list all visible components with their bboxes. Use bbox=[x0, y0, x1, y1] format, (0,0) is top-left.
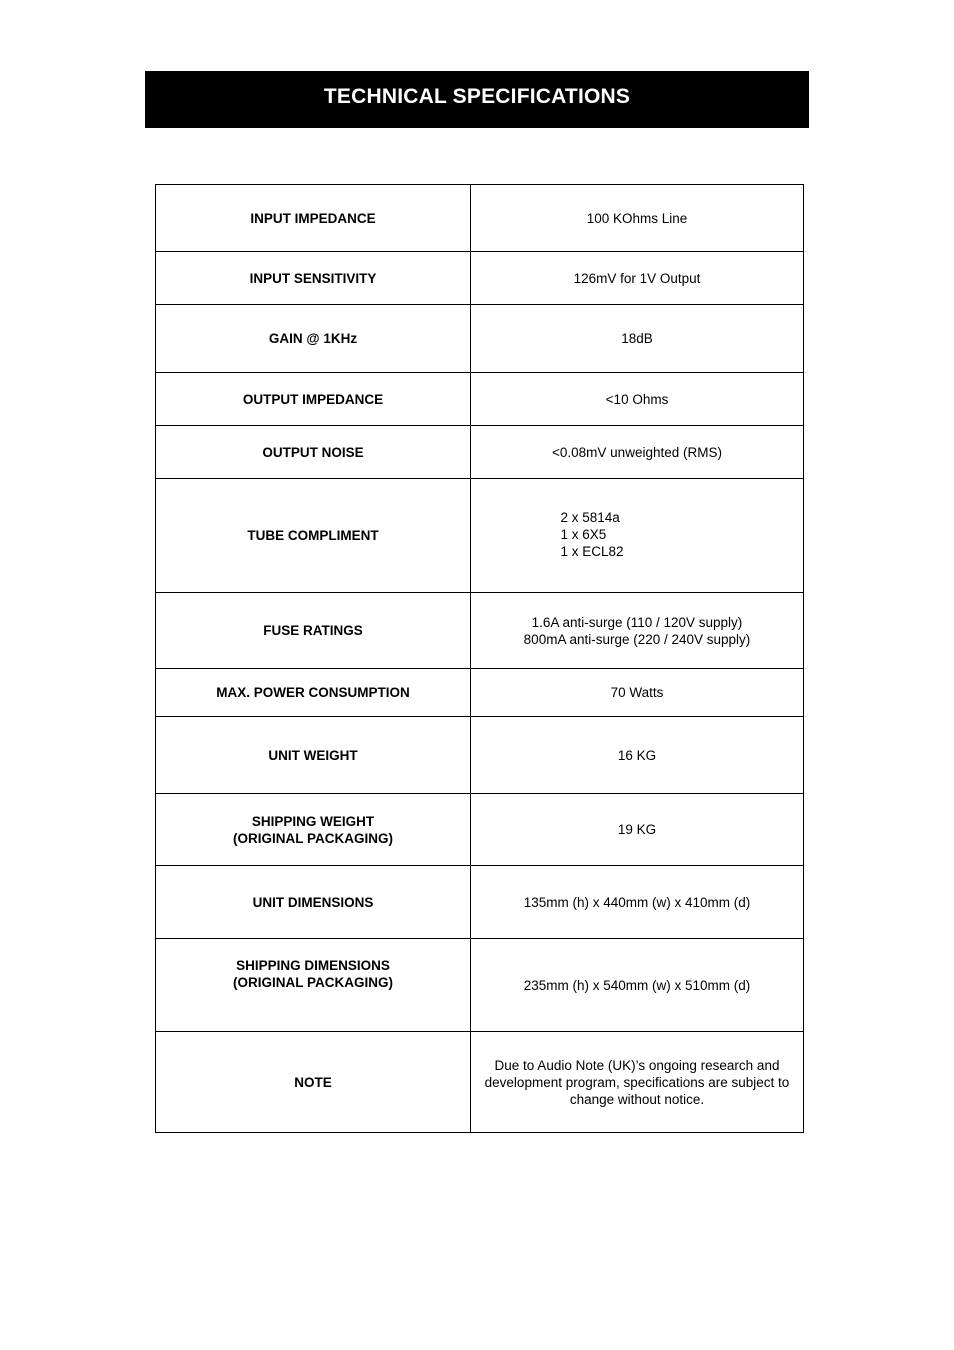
spec-label: TUBE COMPLIMENT bbox=[156, 479, 471, 593]
spec-label: FUSE RATINGS bbox=[156, 593, 471, 669]
spec-value: 2 x 5814a 1 x 6X5 1 x ECL82 bbox=[560, 510, 624, 559]
table-row bbox=[156, 669, 804, 717]
spec-label: MAX. POWER CONSUMPTION bbox=[156, 669, 471, 717]
spec-label: SHIPPING WEIGHT (ORIGINAL PACKAGING) bbox=[156, 794, 471, 866]
table-row bbox=[156, 426, 804, 479]
table-row bbox=[156, 794, 804, 866]
spec-label: GAIN @ 1KHz bbox=[156, 305, 471, 373]
spec-label: NOTE bbox=[156, 1032, 471, 1133]
table-row bbox=[156, 185, 804, 252]
spec-label: SHIPPING DIMENSIONS (ORIGINAL PACKAGING) bbox=[156, 939, 471, 1032]
spec-value: <10 Ohms bbox=[471, 373, 804, 426]
spec-value: Due to Audio Note (UK)’s ongoing research and development program, specifications are subject to change without notice. bbox=[471, 1032, 804, 1133]
spec-value: 126mV for 1V Output bbox=[471, 252, 804, 305]
spec-value: 1.6A anti-surge (110 / 120V supply) 800mA anti-surge (220 / 240V supply) bbox=[471, 593, 804, 669]
title-bar bbox=[145, 71, 809, 128]
table-row bbox=[156, 866, 804, 939]
spec-value: <0.08mV unweighted (RMS) bbox=[471, 426, 804, 479]
table-row bbox=[156, 939, 804, 1032]
spec-label: INPUT IMPEDANCE bbox=[156, 185, 471, 252]
page-title: TECHNICAL SPECIFICATIONS bbox=[323, 84, 631, 108]
table-row bbox=[156, 373, 804, 426]
spec-value: 100 KOhms Line bbox=[471, 185, 804, 252]
table-row bbox=[156, 593, 804, 669]
spec-label: UNIT WEIGHT bbox=[156, 717, 471, 794]
table-row bbox=[156, 479, 804, 593]
spec-value: 135mm (h) x 440mm (w) x 410mm (d) bbox=[471, 866, 804, 939]
spec-table bbox=[155, 184, 804, 1133]
table-row bbox=[156, 305, 804, 373]
spec-value: 70 Watts bbox=[471, 669, 804, 717]
spec-label: OUTPUT NOISE bbox=[156, 426, 471, 479]
spec-value: 235mm (h) x 540mm (w) x 510mm (d) bbox=[471, 939, 804, 1032]
spec-value: 18dB bbox=[471, 305, 804, 373]
spec-label: OUTPUT IMPEDANCE bbox=[156, 373, 471, 426]
spec-value: 16 KG bbox=[471, 717, 804, 794]
spec-value: 19 KG bbox=[471, 794, 804, 866]
table-row bbox=[156, 1032, 804, 1133]
spec-label: UNIT DIMENSIONS bbox=[156, 866, 471, 939]
table-row bbox=[156, 252, 804, 305]
table-row bbox=[156, 717, 804, 794]
spec-label: INPUT SENSITIVITY bbox=[156, 252, 471, 305]
